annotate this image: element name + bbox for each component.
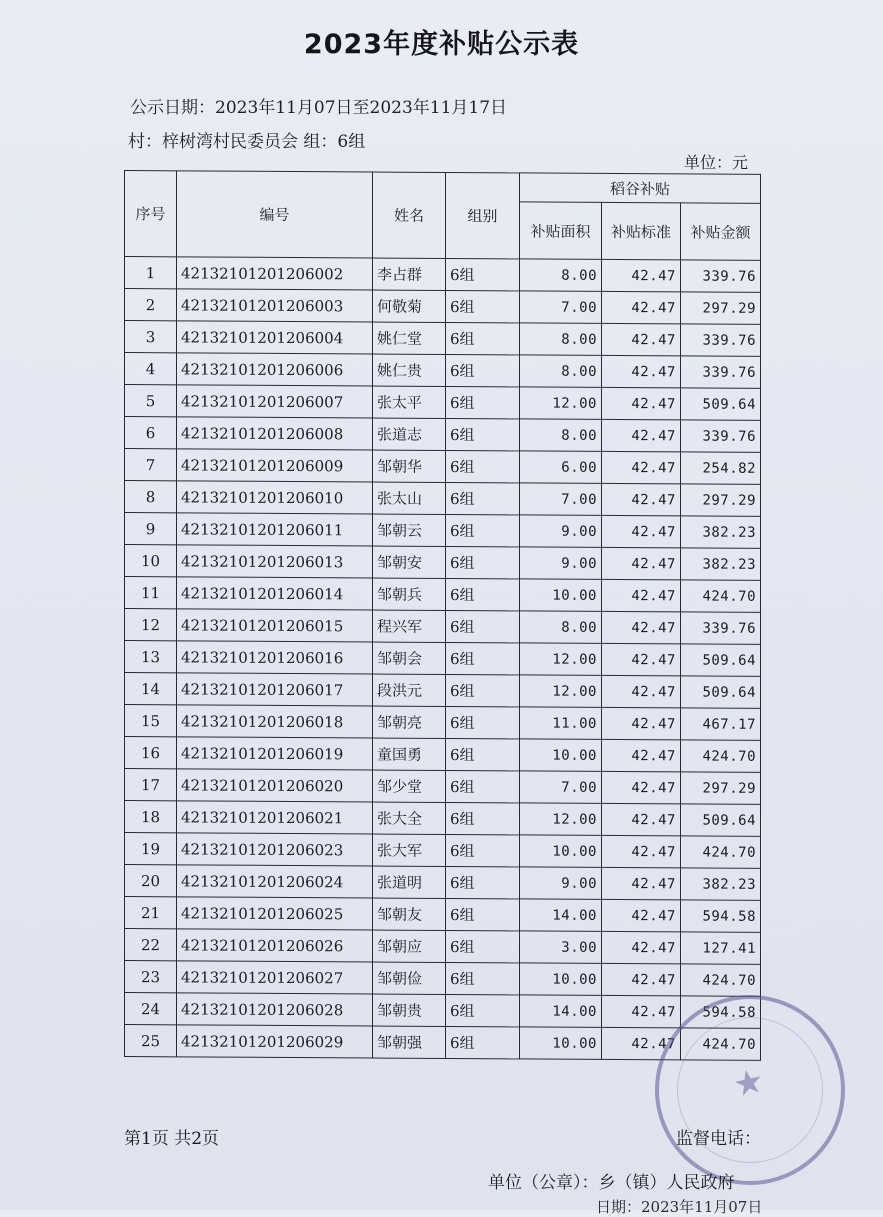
cell-name: 张道明: [373, 866, 446, 898]
cell-amount: 339.76: [681, 260, 761, 292]
cell-code: 42132101201206016: [177, 641, 373, 674]
header-name: 姓名: [373, 172, 446, 258]
table-row: [125, 833, 761, 869]
supervision-phone-label: 监督电话：: [676, 1129, 761, 1149]
cell-standard: 42.47: [602, 963, 681, 995]
cell-seq: 6: [125, 417, 177, 449]
cell-seq: 9: [125, 513, 177, 545]
cell-amount: 339.76: [681, 420, 761, 452]
header-rice-subsidy: 稻谷补贴: [520, 173, 761, 203]
cell-name: 童国勇: [373, 738, 446, 770]
cell-code: 42132101201206025: [177, 897, 373, 930]
cell-seq: 15: [125, 705, 177, 737]
cell-group: 6组: [446, 674, 520, 706]
cell-code: 42132101201206028: [177, 993, 373, 1026]
cell-code: 42132101201206014: [177, 577, 373, 610]
cell-code: 42132101201206029: [177, 1025, 373, 1058]
publish-period: 公示日期：2023年11月07日至2023年11月17日: [130, 98, 508, 118]
cell-amount: 297.29: [681, 484, 761, 516]
cell-seq: 25: [125, 1025, 177, 1057]
cell-amount: 424.70: [681, 1028, 761, 1060]
cell-area: 9.00: [520, 515, 602, 548]
table-row: [125, 385, 761, 421]
cell-seq: 16: [125, 737, 177, 769]
cell-group: 6组: [446, 322, 520, 354]
table-row: [125, 993, 761, 1029]
cell-amount: 424.70: [681, 580, 761, 612]
cell-standard: 42.47: [602, 387, 681, 419]
cell-seq: 3: [125, 321, 177, 353]
cell-seq: 10: [125, 545, 177, 577]
cell-seq: 20: [125, 865, 177, 897]
cell-amount: 594.58: [681, 900, 761, 932]
table-row: [125, 609, 761, 645]
cell-amount: 424.70: [681, 964, 761, 996]
cell-name: 张大全: [373, 802, 446, 834]
cell-standard: 42.47: [602, 611, 681, 643]
cell-group: 6组: [446, 418, 520, 450]
cell-name: 李占群: [373, 258, 446, 290]
cell-amount: 424.70: [681, 836, 761, 868]
table-row: [125, 737, 761, 773]
cell-area: 12.00: [520, 803, 602, 836]
cell-group: 6组: [446, 994, 520, 1026]
header-area: 补贴面积: [520, 202, 602, 260]
cell-area: 12.00: [520, 643, 602, 676]
cell-area: 14.00: [520, 899, 602, 932]
cell-seq: 24: [125, 993, 177, 1025]
cell-group: 6组: [446, 930, 520, 962]
cell-name: 段洪元: [373, 674, 446, 706]
cell-area: 8.00: [520, 323, 602, 356]
cell-name: 姚仁堂: [373, 322, 446, 354]
cell-group: 6组: [446, 482, 520, 514]
cell-name: 邹朝会: [373, 642, 446, 674]
cell-seq: 4: [125, 353, 177, 385]
cell-name: 姚仁贵: [373, 354, 446, 386]
issue-date: 日期：2023年11月07日: [596, 1198, 763, 1216]
table-row: [125, 481, 761, 517]
cell-name: 邹少堂: [373, 770, 446, 802]
cell-group: 6组: [446, 706, 520, 738]
cell-code: 42132101201206010: [177, 481, 373, 514]
table-row: [125, 417, 761, 453]
cell-group: 6组: [446, 898, 520, 930]
cell-area: 12.00: [520, 387, 602, 420]
table-row: [125, 769, 761, 805]
cell-area: 7.00: [520, 771, 602, 804]
cell-standard: 42.47: [602, 707, 681, 739]
cell-amount: 254.82: [681, 452, 761, 484]
cell-name: 邹朝华: [373, 450, 446, 482]
cell-amount: 339.76: [681, 612, 761, 644]
cell-seq: 7: [125, 449, 177, 481]
cell-area: 9.00: [520, 547, 602, 580]
cell-code: 42132101201206020: [177, 769, 373, 802]
cell-area: 8.00: [520, 259, 602, 292]
cell-code: 42132101201206027: [177, 961, 373, 994]
cell-group: 6组: [446, 1026, 520, 1058]
cell-code: 42132101201206004: [177, 321, 373, 354]
cell-seq: 5: [125, 385, 177, 417]
cell-code: 42132101201206013: [177, 545, 373, 578]
table-row: [125, 865, 761, 901]
cell-name: 邹朝友: [373, 898, 446, 930]
cell-seq: 19: [125, 833, 177, 865]
cell-standard: 42.47: [602, 323, 681, 355]
cell-code: 42132101201206026: [177, 929, 373, 962]
table-row: [125, 673, 761, 709]
cell-amount: 424.70: [681, 740, 761, 772]
header-code: 编号: [177, 171, 373, 258]
cell-area: 8.00: [520, 419, 602, 452]
cell-group: 6组: [446, 962, 520, 994]
cell-group: 6组: [446, 450, 520, 482]
cell-area: 12.00: [520, 675, 602, 708]
table-row: [125, 449, 761, 485]
header-group: 组别: [446, 172, 520, 258]
cell-group: 6组: [446, 546, 520, 578]
cell-standard: 42.47: [602, 1027, 681, 1059]
cell-group: 6组: [446, 578, 520, 610]
cell-name: 张大军: [373, 834, 446, 866]
cell-area: 10.00: [520, 579, 602, 612]
cell-code: 42132101201206015: [177, 609, 373, 642]
cell-code: 42132101201206007: [177, 385, 373, 418]
cell-group: 6组: [446, 354, 520, 386]
cell-group: 6组: [446, 834, 520, 866]
cell-group: 6组: [446, 802, 520, 834]
cell-name: 邹朝贵: [373, 994, 446, 1026]
cell-group: 6组: [446, 770, 520, 802]
cell-area: 8.00: [520, 611, 602, 644]
issuing-unit-label: 单位（公章）：乡（镇）人民政府: [488, 1173, 735, 1193]
cell-seq: 23: [125, 961, 177, 993]
cell-area: 7.00: [520, 483, 602, 516]
table-row: [125, 929, 761, 965]
cell-seq: 13: [125, 641, 177, 673]
cell-name: 何敬菊: [373, 290, 446, 322]
cell-area: 10.00: [520, 835, 602, 868]
cell-seq: 11: [125, 577, 177, 609]
cell-name: 邹朝兵: [373, 578, 446, 610]
cell-group: 6组: [446, 386, 520, 418]
cell-code: 42132101201206017: [177, 673, 373, 706]
cell-amount: 339.76: [681, 356, 761, 388]
cell-amount: 509.64: [681, 644, 761, 676]
cell-area: 3.00: [520, 931, 602, 964]
cell-amount: 509.64: [681, 388, 761, 420]
cell-area: 9.00: [520, 867, 602, 900]
cell-group: 6组: [446, 866, 520, 898]
cell-area: 10.00: [520, 739, 602, 772]
table-row: [125, 961, 761, 997]
cell-standard: 42.47: [602, 771, 681, 803]
cell-standard: 42.47: [602, 931, 681, 963]
cell-group: 6组: [446, 514, 520, 546]
cell-standard: 42.47: [602, 867, 681, 899]
cell-standard: 42.47: [602, 259, 681, 291]
cell-name: 张太平: [373, 386, 446, 418]
cell-seq: 8: [125, 481, 177, 513]
cell-group: 6组: [446, 738, 520, 770]
cell-amount: 297.29: [681, 772, 761, 804]
cell-standard: 42.47: [602, 995, 681, 1027]
cell-standard: 42.47: [602, 355, 681, 387]
cell-standard: 42.47: [602, 419, 681, 451]
cell-seq: 18: [125, 801, 177, 833]
header-amount: 补贴金额: [681, 203, 761, 260]
table-row: [125, 577, 761, 613]
cell-area: 8.00: [520, 355, 602, 388]
cell-standard: 42.47: [602, 291, 681, 323]
cell-seq: 2: [125, 289, 177, 321]
cell-area: 10.00: [520, 963, 602, 996]
cell-code: 42132101201206003: [177, 289, 373, 322]
cell-code: 42132101201206024: [177, 865, 373, 898]
cell-name: 邹朝亮: [373, 706, 446, 738]
cell-code: 42132101201206009: [177, 449, 373, 482]
cell-seq: 1: [125, 257, 177, 289]
cell-amount: 127.41: [681, 932, 761, 964]
cell-name: 张太山: [373, 482, 446, 514]
cell-seq: 22: [125, 929, 177, 961]
cell-area: 14.00: [520, 995, 602, 1028]
cell-area: 11.00: [520, 707, 602, 740]
table-body: [125, 257, 761, 1061]
table-row: [125, 801, 761, 837]
cell-name: 邹朝云: [373, 514, 446, 546]
table-row: [125, 641, 761, 677]
table-row: [125, 545, 761, 581]
cell-amount: 467.17: [681, 708, 761, 740]
cell-area: 6.00: [520, 451, 602, 484]
cell-seq: 17: [125, 769, 177, 801]
unit-label: 单位：元: [684, 153, 749, 172]
cell-amount: 382.23: [681, 516, 761, 548]
official-seal-icon: ★: [637, 977, 862, 1202]
cell-standard: 42.47: [602, 835, 681, 867]
cell-area: 7.00: [520, 291, 602, 324]
cell-area: 10.00: [520, 1027, 602, 1060]
header-seq: 序号: [125, 171, 177, 257]
header-standard: 补贴标准: [602, 202, 681, 259]
cell-amount: 382.23: [681, 868, 761, 900]
cell-standard: 42.47: [602, 483, 681, 515]
cell-amount: 297.29: [681, 292, 761, 324]
cell-amount: 594.58: [681, 996, 761, 1028]
cell-seq: 14: [125, 673, 177, 705]
cell-group: 6组: [446, 290, 520, 322]
cell-code: 42132101201206006: [177, 353, 373, 386]
cell-group: 6组: [446, 258, 520, 290]
cell-name: 邹朝应: [373, 930, 446, 962]
cell-code: 42132101201206018: [177, 705, 373, 738]
cell-group: 6组: [446, 642, 520, 674]
cell-code: 42132101201206011: [177, 513, 373, 546]
cell-standard: 42.47: [602, 451, 681, 483]
cell-standard: 42.47: [602, 579, 681, 611]
cell-code: 42132101201206021: [177, 801, 373, 834]
cell-amount: 339.76: [681, 324, 761, 356]
subsidy-table: [124, 170, 761, 1061]
table-row: [125, 321, 761, 357]
cell-code: 42132101201206023: [177, 833, 373, 866]
cell-standard: 42.47: [602, 739, 681, 771]
cell-name: 张道志: [373, 418, 446, 450]
cell-standard: 42.47: [602, 803, 681, 835]
cell-standard: 42.47: [602, 547, 681, 579]
page-title: 2023年度补贴公示表: [303, 29, 580, 60]
table-row: [125, 257, 761, 293]
cell-group: 6组: [446, 610, 520, 642]
cell-seq: 12: [125, 609, 177, 641]
table-row: [125, 897, 761, 933]
cell-standard: 42.47: [602, 899, 681, 931]
cell-amount: 509.64: [681, 676, 761, 708]
cell-code: 42132101201206002: [177, 257, 373, 290]
cell-seq: 21: [125, 897, 177, 929]
cell-code: 42132101201206008: [177, 417, 373, 450]
cell-standard: 42.47: [602, 675, 681, 707]
cell-name: 邹朝强: [373, 1026, 446, 1058]
table-row: [125, 353, 761, 389]
cell-standard: 42.47: [602, 643, 681, 675]
village-group-line: 村：梓树湾村民委员会 组：6组: [128, 132, 366, 152]
table-row: [125, 289, 761, 325]
page-indicator: 第1页 共2页: [124, 1129, 220, 1149]
cell-name: 邹朝俭: [373, 962, 446, 994]
cell-amount: 382.23: [681, 548, 761, 580]
cell-code: 42132101201206019: [177, 737, 373, 770]
table-row: [125, 705, 761, 741]
cell-standard: 42.47: [602, 515, 681, 547]
table-row: [125, 513, 761, 549]
cell-name: 邹朝安: [373, 546, 446, 578]
cell-name: 程兴军: [373, 610, 446, 642]
cell-amount: 509.64: [681, 804, 761, 836]
